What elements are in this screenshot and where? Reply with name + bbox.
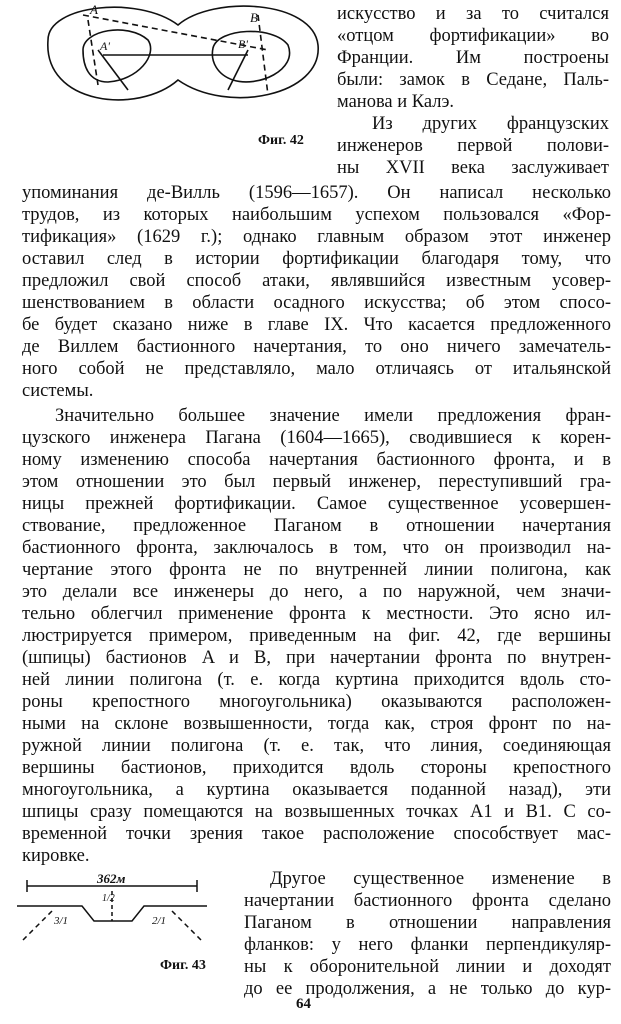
text-line: системы.: [22, 381, 94, 401]
dimension-label: 362м: [97, 871, 126, 886]
dashed-line: [22, 911, 52, 941]
text-line: до ее продолжения, а не только до кур-: [244, 979, 611, 999]
text-line: упоминания де-Вилль (1596—1657). Он написал несколько: [22, 183, 611, 203]
solid-line: [98, 50, 128, 90]
text-line: этом отношении это был первый инженер, переступивший гра-: [22, 472, 611, 492]
text-line: люстрируется примером, приведенным на фиг. 42, где вершины: [22, 626, 611, 646]
text-line: бастионного фронта, заключалось в том, что он производил на-: [22, 538, 611, 558]
text-line: инженеров первой полови-: [337, 136, 609, 156]
page-number: 64: [296, 996, 311, 1012]
figure-42-drawing: [28, 0, 328, 125]
label-b1: B': [238, 37, 248, 51]
figure-43-caption: Фиг. 43: [160, 958, 206, 973]
label-a1: A': [100, 39, 110, 53]
text-line: ствование, предложенное Паганом в отношении начертания: [22, 516, 611, 536]
text-line: шенствованием в области осадного искусства; об этом спосо-: [22, 293, 611, 313]
text-line: кировке.: [22, 846, 90, 866]
text-line: ницы прежней фортификации. Самое существенное усовершен-: [22, 494, 611, 514]
text-line: ного собой не представляло, мало отличаясь от итальянской: [22, 359, 611, 379]
text-line: бе будет сказано ниже в главе IX. Что касается предложенного: [22, 315, 611, 335]
figure-43-drawing: [12, 866, 212, 956]
text-line: были: замок в Седане, Паль-: [337, 70, 609, 90]
figure-42-caption: Фиг. 42: [258, 133, 304, 148]
text-line: тификация» (1629 г.); однако главным образом этот инженер: [22, 227, 611, 247]
slope-label-left: 3/1: [54, 915, 69, 927]
label-b: B: [250, 10, 258, 25]
dashed-line: [172, 911, 202, 941]
text-line: Паганом в отношении направления: [244, 913, 611, 933]
slope-label-center: 1/2: [102, 893, 115, 904]
text-line: предложил свой способ атаки, являвшийся известным усовер-: [22, 271, 611, 291]
text-line: ней линии полигона (т. е. когда куртина приходится вдоль сто-: [22, 670, 611, 690]
text-line: многоугольника, а куртина оказывается поданной назад), эти: [22, 780, 611, 800]
text-line: Франции. Им построены: [337, 48, 609, 68]
text-line: временной точки зрения такое расположение способствует мас-: [22, 824, 611, 844]
dashed-line: [88, 20, 98, 85]
text-line: ружной линии полигона (т. е. так, что линия, соединяющая: [22, 736, 611, 756]
text-line: оставил след в истории фортификации благодаря тому, что: [22, 249, 611, 269]
text-line: ны XVII века заслуживает: [337, 158, 609, 178]
text-line: чертание этого фронта не по внутренней линии полигона, как: [22, 560, 611, 580]
text-line: фланков: у него фланки перпендикуляр-: [244, 935, 611, 955]
text-line: Значительно большее значение имели предложения фран-: [55, 406, 611, 426]
text-line: роны крепостного многоугольника) оказываются расположен-: [22, 692, 611, 712]
dashed-line: [258, 15, 268, 95]
text-line: ны к оборонительной линии и доходят: [244, 957, 611, 977]
text-line: Другое существенное изменение в: [270, 869, 611, 889]
text-line: ными на склоне возвышенности, тогда как, строя фронт по на-: [22, 714, 611, 734]
solid-line: [228, 50, 248, 90]
text-line: это делали все инженеры до него, а по наружной, чем значи-: [22, 582, 611, 602]
text-line: Из других французских: [372, 114, 609, 134]
text-line: шпицы сразу помещаются на возвышенных точках A1 и B1. С со-: [22, 802, 611, 822]
text-line: манова и Калэ.: [337, 92, 455, 112]
text-line: искусство и за то считался: [337, 4, 609, 24]
text-line: ному изменению способа начертания бастионного фронта, и в: [22, 450, 611, 470]
inner-contour-right: [212, 31, 289, 82]
text-line: «отцом фортификации» во: [337, 26, 609, 46]
text-line: цузского инженера Пагана (1604—1665), сводившиеся к корен-: [22, 428, 611, 448]
text-line: (шпицы) бастионов A и B, при начертании фронта по внутрен-: [22, 648, 611, 668]
text-line: трудов, из которых наибольшим успехом пользовался «Фор-: [22, 205, 611, 225]
text-line: вершины бастионов, приходится вдоль стороны крепостного: [22, 758, 611, 778]
text-line: де Виллем бастионного начертания, то оно ничего замечатель-: [22, 337, 611, 357]
text-line: тельно облегчил применение фронта к местности. Это ясно ил-: [22, 604, 611, 624]
slope-label-right: 2/1: [152, 915, 167, 927]
label-a: A: [90, 2, 98, 17]
text-line: начертании бастионного фронта сделано: [244, 891, 611, 911]
